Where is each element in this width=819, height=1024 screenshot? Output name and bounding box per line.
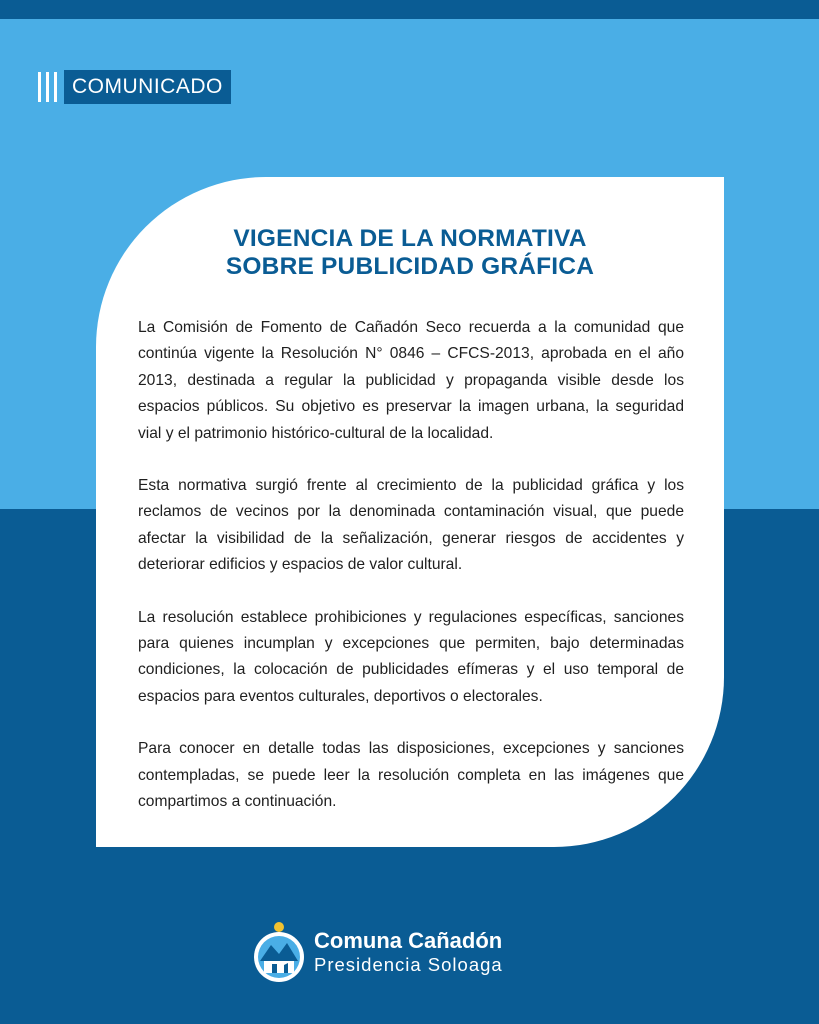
brand-text (314, 928, 503, 976)
content-card (96, 177, 724, 847)
paragraph-4: Para conocer en detalle todas las disposiciones, excepciones y sanciones contempladas, se puede leer la resolución completa en las imágenes que compartimos a continuación. (138, 740, 684, 811)
body-text (138, 315, 684, 842)
top-strip (0, 0, 819, 19)
paragraph-2: Esta normativa surgió frente al crecimiento de la publicidad gráfica y los reclamos de vecinos por la denominada contaminación visual, que puede afectar la visibilidad de la señalización, generar riesgos de accidentes y deteriorar edificios y espacios de valor cultural. (138, 477, 684, 574)
coat-of-arms-icon (252, 919, 306, 985)
page-title (96, 225, 724, 281)
paragraph-1: La Comisión de Fomento de Cañadón Seco recuerda a la comunidad que continúa vigente la Resolución N° 0846 – CFCS-2013, aprobada en el año 2013, destinada a regular la publicidad y propaganda visible desde los espacios públicos. Su objetivo es preservar la imagen urbana, la seguridad vial y el patrimonio histórico-cultural de la localidad. (138, 319, 684, 442)
comunicado-label: COMUNICADO (64, 70, 231, 104)
brand-subtitle: Presidencia Soloaga (314, 954, 503, 975)
title-line-1: VIGENCIA DE LA NORMATIVA (233, 225, 587, 252)
brand-name: Comuna Cañadón (314, 928, 503, 953)
title-line-2: SOBRE PUBLICIDAD GRÁFICA (225, 253, 595, 280)
paragraph-3: La resolución establece prohibiciones y regulaciones específicas, sanciones para quienes incumplan y excepciones que permiten, bajo determinadas condiciones, la colocación de publicidades efímeras y el uso temporal de espacios para eventos culturales, deportivos o electorales. (138, 608, 684, 705)
bars-icon (38, 72, 57, 102)
header-tag (38, 70, 231, 104)
footer-brand (252, 918, 503, 986)
